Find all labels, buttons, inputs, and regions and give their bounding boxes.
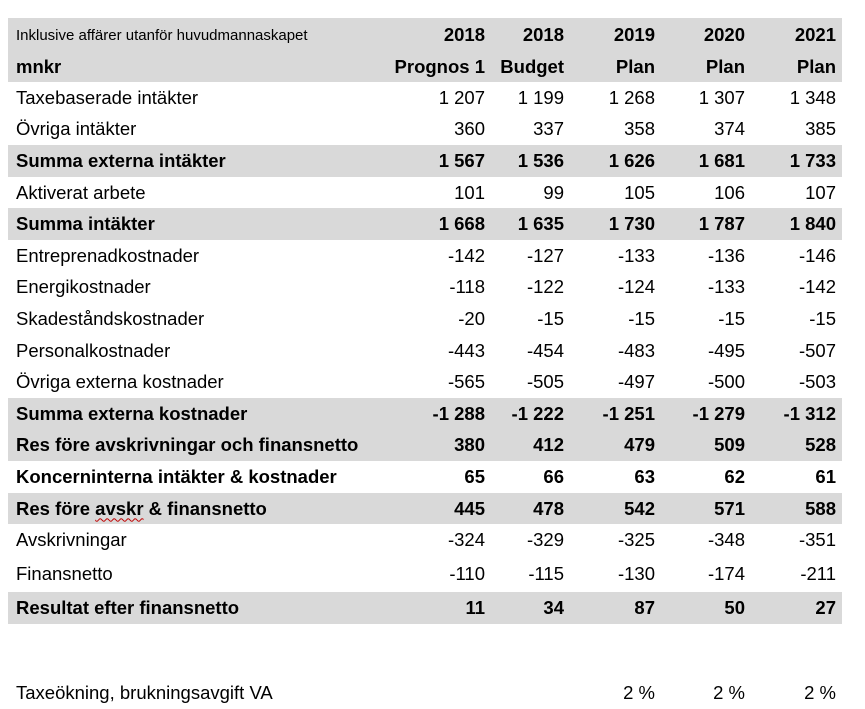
row-value: 358 — [570, 114, 661, 146]
row-value: 1 199 — [491, 82, 570, 114]
footer-value — [383, 678, 491, 709]
row-value: -348 — [661, 524, 751, 556]
row-value: 412 — [491, 430, 570, 462]
header-label: Prognos 1 — [383, 52, 491, 82]
row-value: -130 — [570, 556, 661, 592]
spacer-row — [8, 651, 842, 678]
header-year: 2021 — [751, 18, 842, 52]
row-value: -483 — [570, 335, 661, 367]
row-label: Avskrivningar — [8, 524, 383, 556]
row-value: 445 — [383, 493, 491, 525]
row-value: -110 — [383, 556, 491, 592]
subtotal-row — [8, 430, 842, 462]
footer-value: 2 % — [661, 678, 751, 709]
row-value: 11 — [383, 592, 491, 624]
row-label: Res före avskrivningar och finansnetto — [8, 430, 383, 462]
table-row — [8, 335, 842, 367]
row-value: 509 — [661, 430, 751, 462]
row-label: Personalkostnader — [8, 335, 383, 367]
table-row — [8, 461, 842, 493]
row-label-part: & finansnetto — [144, 498, 267, 519]
row-value: 34 — [491, 592, 570, 624]
row-value: -500 — [661, 366, 751, 398]
row-value: -497 — [570, 366, 661, 398]
row-value: -1 288 — [383, 398, 491, 430]
row-value: 1 567 — [383, 145, 491, 177]
row-value: 1 626 — [570, 145, 661, 177]
table-row — [8, 556, 842, 592]
row-value: 542 — [570, 493, 661, 525]
row-value: -1 279 — [661, 398, 751, 430]
row-value: 106 — [661, 177, 751, 209]
row-label — [8, 493, 383, 525]
financial-table — [8, 18, 842, 709]
row-value: 1 268 — [570, 82, 661, 114]
table-row — [8, 114, 842, 146]
row-label: Energikostnader — [8, 272, 383, 304]
row-value: 1 668 — [383, 208, 491, 240]
row-label: Summa externa intäkter — [8, 145, 383, 177]
row-label: Resultat efter finansnetto — [8, 592, 383, 624]
row-value: 1 348 — [751, 82, 842, 114]
row-value: 107 — [751, 177, 842, 209]
row-value: 101 — [383, 177, 491, 209]
row-value: -174 — [661, 556, 751, 592]
row-value: 1 635 — [491, 208, 570, 240]
row-value: -351 — [751, 524, 842, 556]
row-value: 528 — [751, 430, 842, 462]
table-row — [8, 82, 842, 114]
row-label: Summa intäkter — [8, 208, 383, 240]
row-label: Taxebaserade intäkter — [8, 82, 383, 114]
row-label: Aktiverat arbete — [8, 177, 383, 209]
row-label: Skadeståndskostnader — [8, 303, 383, 335]
table-row — [8, 524, 842, 556]
row-value: 50 — [661, 592, 751, 624]
row-value: 478 — [491, 493, 570, 525]
header-year: 2020 — [661, 18, 751, 52]
header-label: Plan — [570, 52, 661, 82]
row-value: 588 — [751, 493, 842, 525]
subtotal-row — [8, 208, 842, 240]
row-value: -454 — [491, 335, 570, 367]
row-value: -127 — [491, 240, 570, 272]
row-label: Övriga externa kostnader — [8, 366, 383, 398]
row-value: -1 222 — [491, 398, 570, 430]
row-value: -1 312 — [751, 398, 842, 430]
row-value: -324 — [383, 524, 491, 556]
row-value: -507 — [751, 335, 842, 367]
spacer-row — [8, 624, 842, 651]
header-year: 2018 — [491, 18, 570, 52]
row-value: -443 — [383, 335, 491, 367]
header-label: Plan — [661, 52, 751, 82]
row-value: -15 — [661, 303, 751, 335]
row-value: -142 — [383, 240, 491, 272]
row-value: 1 207 — [383, 82, 491, 114]
table-row — [8, 177, 842, 209]
row-value: -15 — [491, 303, 570, 335]
header-unit: mnkr — [8, 52, 383, 82]
financial-table-container — [8, 18, 842, 709]
header-label: Budget — [491, 52, 570, 82]
footer-label: Taxeökning, brukningsavgift VA — [8, 678, 383, 709]
row-value: 385 — [751, 114, 842, 146]
row-value: -133 — [570, 240, 661, 272]
row-value: -136 — [661, 240, 751, 272]
row-value: 1 307 — [661, 82, 751, 114]
row-value: 87 — [570, 592, 661, 624]
row-value: -329 — [491, 524, 570, 556]
row-value: 65 — [383, 461, 491, 493]
row-value: 337 — [491, 114, 570, 146]
row-value: 1 840 — [751, 208, 842, 240]
row-value: 1 536 — [491, 145, 570, 177]
row-value: 62 — [661, 461, 751, 493]
row-label-part: Res före — [16, 498, 95, 519]
row-value: -133 — [661, 272, 751, 304]
table-row — [8, 272, 842, 304]
spellcheck-word: avskr — [95, 498, 143, 519]
row-value: 105 — [570, 177, 661, 209]
footer-row — [8, 678, 842, 709]
row-value: -142 — [751, 272, 842, 304]
header-year: 2018 — [383, 18, 491, 52]
header-year: 2019 — [570, 18, 661, 52]
row-value: -122 — [491, 272, 570, 304]
row-value: 1 681 — [661, 145, 751, 177]
row-value: 63 — [570, 461, 661, 493]
subtotal-row — [8, 145, 842, 177]
table-row — [8, 303, 842, 335]
row-label: Övriga intäkter — [8, 114, 383, 146]
row-value: 61 — [751, 461, 842, 493]
row-value: -15 — [570, 303, 661, 335]
row-value: -1 251 — [570, 398, 661, 430]
row-value: 1 787 — [661, 208, 751, 240]
row-value: 380 — [383, 430, 491, 462]
row-label: Finansnetto — [8, 556, 383, 592]
header-row-labels — [8, 52, 842, 82]
row-value: -115 — [491, 556, 570, 592]
row-value: 374 — [661, 114, 751, 146]
row-value: 479 — [570, 430, 661, 462]
row-value: 66 — [491, 461, 570, 493]
row-value: -505 — [491, 366, 570, 398]
footer-value — [491, 678, 570, 709]
total-row — [8, 592, 842, 624]
row-value: 99 — [491, 177, 570, 209]
header-note: Inklusive affärer utanför huvudmannaskapet — [8, 18, 383, 52]
subtotal-row — [8, 493, 842, 525]
row-value: -503 — [751, 366, 842, 398]
row-value: -124 — [570, 272, 661, 304]
row-label: Koncerninterna intäkter & kostnader — [8, 461, 383, 493]
row-label: Summa externa kostnader — [8, 398, 383, 430]
row-value: 1 733 — [751, 145, 842, 177]
row-value: 27 — [751, 592, 842, 624]
row-value: 1 730 — [570, 208, 661, 240]
row-value: -146 — [751, 240, 842, 272]
row-value: -565 — [383, 366, 491, 398]
row-value: 360 — [383, 114, 491, 146]
row-label: Entreprenadkostnader — [8, 240, 383, 272]
row-value: -325 — [570, 524, 661, 556]
row-value: -118 — [383, 272, 491, 304]
table-row — [8, 240, 842, 272]
header-row-years — [8, 18, 842, 52]
row-value: 571 — [661, 493, 751, 525]
row-value: -15 — [751, 303, 842, 335]
footer-value: 2 % — [570, 678, 661, 709]
row-value: -20 — [383, 303, 491, 335]
footer-value: 2 % — [751, 678, 842, 709]
header-label: Plan — [751, 52, 842, 82]
row-value: -211 — [751, 556, 842, 592]
table-row — [8, 366, 842, 398]
row-value: -495 — [661, 335, 751, 367]
subtotal-row — [8, 398, 842, 430]
